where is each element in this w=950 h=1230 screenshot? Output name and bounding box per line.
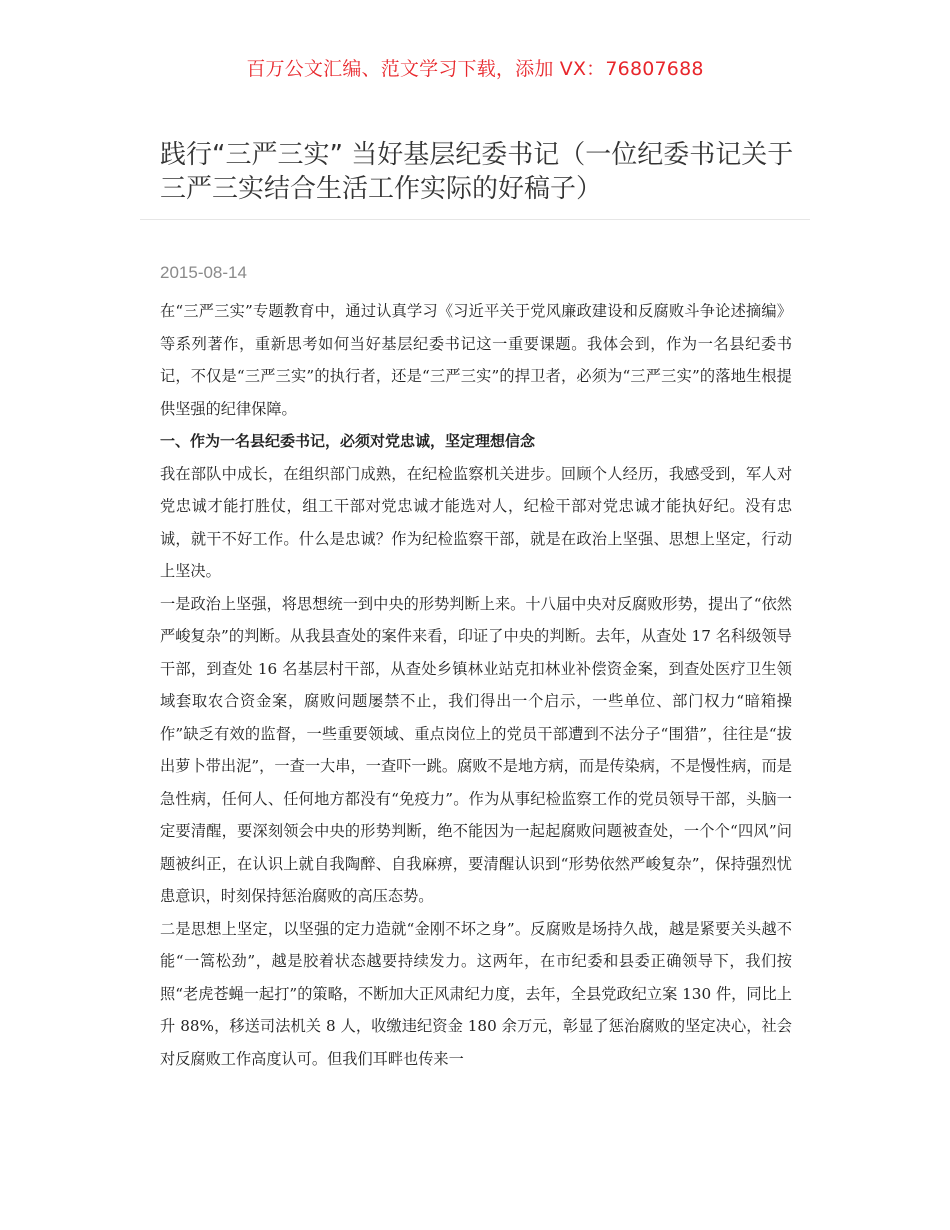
article-date: 2015-08-14	[160, 263, 247, 282]
header-banner: 百万公文汇编、范文学习下载，添加 VX：76807688	[246, 58, 704, 80]
body-paragraph: 一是政治上坚强，将思想统一到中央的形势判断上来。十八届中央对反腐败形势，提出了“依然严峻复杂”的判断。从我县查处的案件来看，印证了中央的判断。去年，从查处 17 名科级领导干部，到查处 16 名基层村干部，从查处乡镇林业站克扣林业补偿资金案，到查处医疗卫生领域套取农合资金案，腐败问题屡禁不止，我们得出一个启示，一些单位、部门权力“暗箱操作”缺乏有效的监督，一些重要领域、重点岗位上的党员干部遭到不法分子“围猎”，往往是“拔出萝卜带出泥”，一查一大串，一查吓一跳。腐败不是地方病，而是传染病，不是慢性病，而是急性病，任何人、任何地方都没有“免疫力”。作为从事纪检监察工作的党员领导干部，头脑一定要清醒，要深刻领会中央的形势判断，绝不能因为一起起腐败问题被查处，一个个“四风”问题被纠正，在认识上就自我陶醉、自我麻痹，要清醒认识到“形势依然严峻复杂”，保持强烈忧患意识，时刻保持惩治腐败的高压态势。	[160, 594, 792, 905]
article-body	[160, 295, 792, 1075]
section-heading: 一、作为一名县纪委书记，必须对党忠诚，坚定理想信念	[160, 432, 536, 450]
intro-paragraph: 在“三严三实”专题教育中，通过认真学习《习近平关于党风廉政建设和反腐败斗争论述摘编》等系列著作，重新思考如何当好基层纪委书记这一重要课题。我体会到，作为一名县纪委书记，不仅是“三严三实”的执行者，还是“三严三实”的捍卫者，必须为“三严三实”的落地生根提供坚强的纪律保障。	[160, 302, 792, 418]
body-paragraph: 我在部队中成长，在组织部门成熟，在纪检监察机关进步。回顾个人经历，我感受到，军人对党忠诚才能打胜仗，组工干部对党忠诚才能选对人，纪检干部对党忠诚才能执好纪。没有忠诚，就干不好工作。什么是忠诚？作为纪检监察干部，就是在政治上坚强、思想上坚定，行动上坚决。	[160, 464, 792, 580]
body-paragraph: 二是思想上坚定，以坚强的定力造就“金刚不坏之身”。反腐败是场持久战，越是紧要关头越不能“一篙松劲”，越是胶着状态越要持续发力。这两年，在市纪委和县委正确领导下，我们按照“老虎苍蝇一起打”的策略，不断加大正风肃纪力度，去年，全县党政纪立案 130 件，同比上升 88%，移送司法机关 8 人，收缴违纪资金 180 余万元，彰显了惩治腐败的坚定决心，社会对反腐败工作高度认可。但我们耳畔也传来一	[160, 919, 792, 1068]
title-divider	[140, 219, 810, 220]
article-title: 践行“三严三实” 当好基层纪委书记（一位纪委书记关于三严三实结合生活工作实际的好稿子）	[160, 140, 794, 204]
